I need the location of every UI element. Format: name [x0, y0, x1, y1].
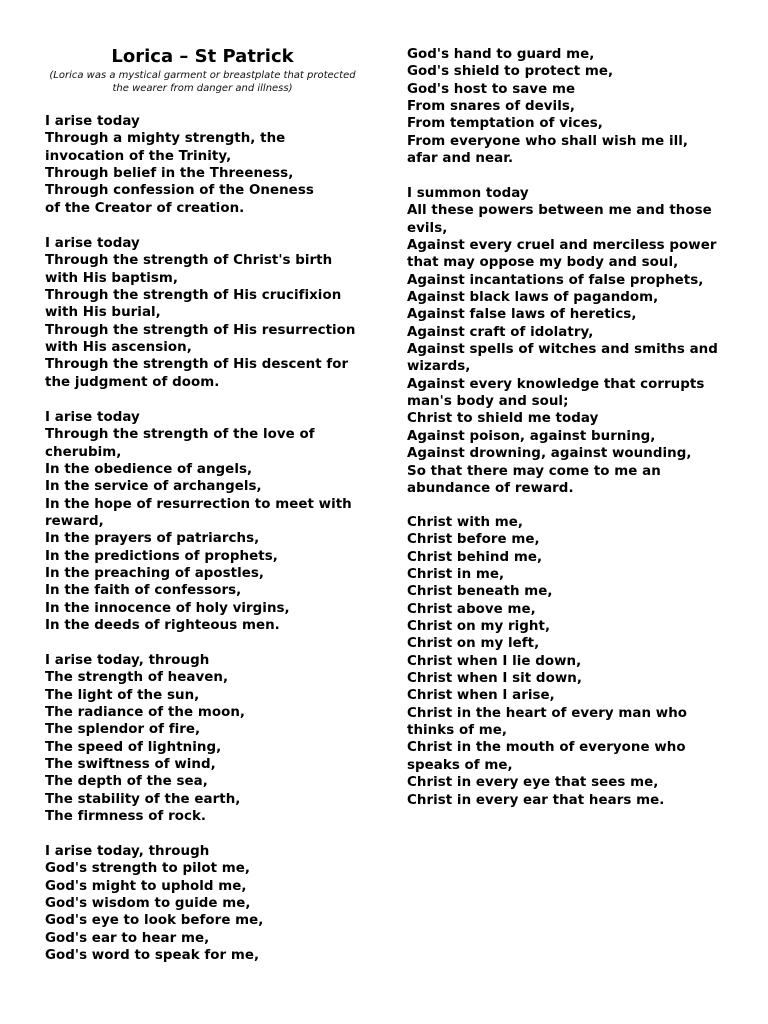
- poem-line: I arise today: [45, 236, 140, 251]
- poem-line: Through belief in the Threeness,: [45, 166, 294, 182]
- stanza: [45, 652, 245, 825]
- poem-line: God's word to speak for me,: [45, 948, 260, 964]
- stanza: [45, 235, 356, 391]
- poem-line: Against drowning, against wounding,: [407, 446, 692, 462]
- poem-line: Christ on my left,: [407, 636, 540, 652]
- poem-line: From everyone who shall wish me ill,: [407, 133, 689, 149]
- poem-line: I arise today, through: [45, 653, 210, 668]
- poem-line: In the service of archangels,: [45, 479, 262, 495]
- poem-line: God's hand to guard me,: [407, 47, 595, 62]
- poem-line: man's body and soul;: [407, 394, 569, 410]
- poem-line: Christ above me,: [407, 601, 536, 617]
- poem-line: So that there may come to me an: [407, 463, 661, 479]
- poem-line: Christ in every ear that hears me.: [407, 792, 665, 808]
- stanza: [45, 409, 352, 634]
- poem-line: The firmness of rock.: [45, 809, 207, 825]
- poem-line: Through confession of the Oneness: [45, 183, 314, 199]
- poem-line: abundance of reward.: [407, 480, 574, 496]
- poem-line: The strength of heaven,: [45, 670, 229, 686]
- poem-line: Through the strength of His crucifixion: [45, 288, 342, 304]
- poem-line: Through the strength of His descent for: [45, 357, 349, 373]
- poem-line: God's might to uphold me,: [45, 878, 247, 894]
- stanza: [407, 46, 688, 167]
- poem-line: Christ when I arise,: [407, 688, 555, 704]
- poem-line: God's ear to hear me,: [45, 930, 210, 946]
- poem-line: From temptation of vices,: [407, 116, 603, 132]
- poem-line: In the faith of confessors,: [45, 583, 242, 599]
- poem-line: In the predictions of prophets,: [45, 548, 278, 564]
- poem-line: Through the strength of the love of: [45, 427, 315, 443]
- poem-line: I arise today: [45, 410, 140, 425]
- poem-line: In the innocence of holy virgins,: [45, 600, 290, 616]
- poem-line: Christ when I lie down,: [407, 653, 582, 669]
- poem-line: God's shield to protect me,: [407, 64, 614, 80]
- poem-line: God's host to save me: [407, 81, 576, 97]
- poem-line: From snares of devils,: [407, 99, 575, 115]
- poem-line: In the obedience of angels,: [45, 462, 253, 478]
- poem-line: Through the strength of His resurrection: [45, 322, 356, 338]
- poem-line: Christ to shield me today: [407, 411, 599, 427]
- poem-line: that may oppose my body and soul,: [407, 255, 679, 271]
- poem-line: Christ when I sit down,: [407, 671, 582, 687]
- poem-line: In the prayers of patriarchs,: [45, 531, 260, 547]
- poem-line: The stability of the earth,: [45, 791, 241, 807]
- poem-line: The swiftness of wind,: [45, 757, 216, 773]
- poem-line: with His burial,: [45, 305, 161, 321]
- page-title: Lorica – St Patrick: [111, 46, 294, 67]
- poem-line: The light of the sun,: [45, 687, 200, 703]
- poem-line: Christ behind me,: [407, 549, 543, 565]
- poem-line: evils,: [407, 220, 448, 236]
- poem-line: Christ on my right,: [407, 619, 551, 635]
- poem-line: Against poison, against burning,: [407, 428, 656, 444]
- poem-line: of the Creator of creation.: [45, 200, 245, 216]
- poem-line: The speed of lightning,: [45, 739, 222, 755]
- poem-line: Against every knowledge that corrupts: [407, 376, 705, 392]
- poem-line: Against black laws of pagandom,: [407, 290, 659, 306]
- poem-line: Against spells of witches and smiths and: [407, 342, 718, 358]
- poem-line: All these powers between me and those: [407, 203, 712, 219]
- poem-line: I summon today: [407, 186, 529, 201]
- poem-line: Christ beneath me,: [407, 584, 553, 600]
- poem-line: afar and near.: [407, 151, 514, 167]
- poem-line: In the preaching of apostles,: [45, 566, 265, 582]
- poem-line: with His ascension,: [45, 340, 192, 356]
- poem-line: Against incantations of false prophets,: [407, 272, 704, 288]
- poem-line: The radiance of the moon,: [45, 705, 246, 721]
- poem-line: In the deeds of righteous men.: [45, 618, 280, 634]
- poem-line: The splendor of fire,: [45, 722, 201, 738]
- poem-line: I arise today, through: [45, 844, 210, 859]
- poem-line: In the hope of resurrection to meet with: [45, 496, 352, 512]
- stanza: [407, 514, 687, 809]
- poem-line: Christ in the mouth of everyone who: [407, 740, 686, 756]
- poem-line: Through a mighty strength, the: [45, 131, 286, 147]
- poem-line: Christ in the heart of every man who: [407, 705, 688, 721]
- stanza: [45, 843, 263, 964]
- poem-line: invocation of the Trinity,: [45, 148, 232, 164]
- poem-line: Against false laws of heretics,: [407, 307, 637, 323]
- poem-line: The depth of the sea,: [45, 774, 208, 790]
- stanza: [45, 113, 314, 217]
- poem-line: Christ in every eye that sees me,: [407, 775, 659, 791]
- poem-line: Christ in me,: [407, 567, 505, 583]
- poem-line: Christ before me,: [407, 532, 540, 548]
- poem-line: reward,: [45, 514, 104, 530]
- poem-line: wizards,: [407, 359, 471, 375]
- poem-line: with His baptism,: [45, 270, 179, 286]
- poem-line: God's wisdom to guide me,: [45, 896, 251, 912]
- poem-line: Against craft of idolatry,: [407, 324, 594, 340]
- poem-line: Against every cruel and merciless power: [407, 238, 717, 254]
- page-subtitle: (Lorica was a mystical garment or breastplate that protected the wearer from danger and illness): [49, 70, 356, 94]
- stanza: [407, 185, 718, 497]
- poem-line: cherubim,: [45, 444, 122, 460]
- poem-line: I arise today: [45, 114, 140, 129]
- poem-line: God's eye to look before me,: [45, 913, 264, 929]
- poem-line: the judgment of doom.: [45, 374, 220, 390]
- poem-line: Christ with me,: [407, 515, 524, 530]
- poem-line: speaks of me,: [407, 757, 513, 773]
- poem-line: thinks of me,: [407, 723, 508, 739]
- poem-line: God's strength to pilot me,: [45, 861, 251, 877]
- poem-line: Through the strength of Christ's birth: [45, 253, 333, 269]
